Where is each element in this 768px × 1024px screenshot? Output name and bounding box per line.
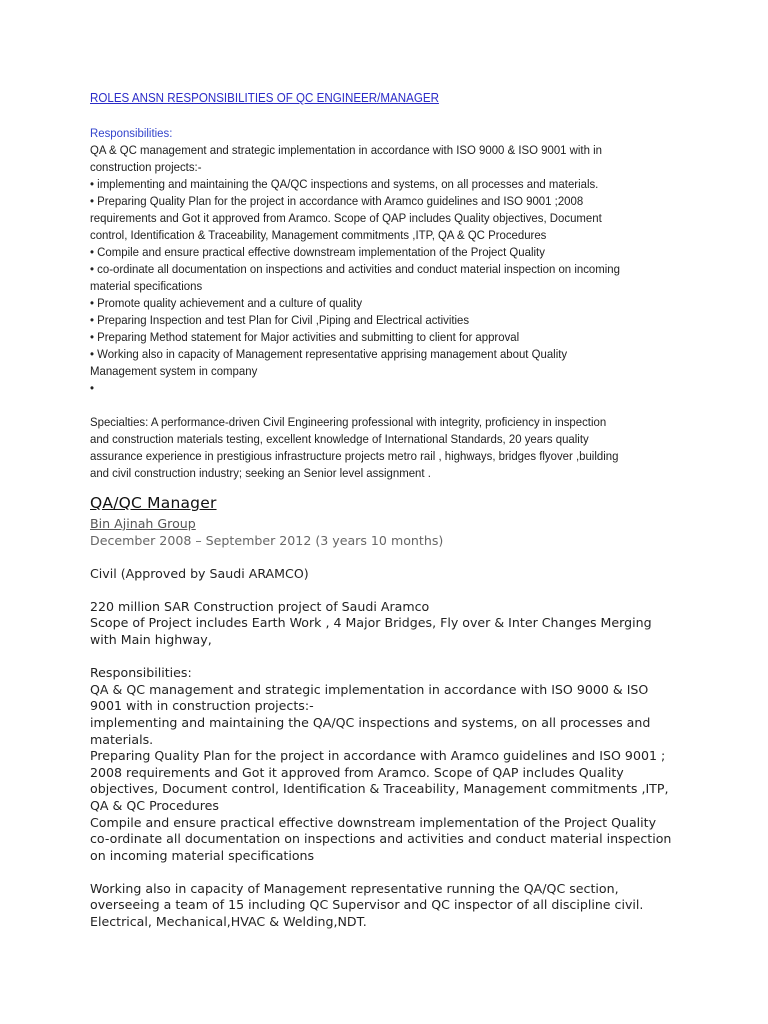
spacer bbox=[90, 864, 690, 881]
document-page bbox=[90, 90, 690, 930]
position-line: Civil (Approved by Saudi ARAMCO) bbox=[90, 565, 309, 581]
summary-line: QA & QC management and strategic implementation in accordance with ISO 9000 & ISO 9001 with in bbox=[90, 143, 602, 157]
project-line: with Main highway, bbox=[90, 631, 212, 647]
specialties-line: Specialties: A performance-driven Civil Engineering professional with integrity, proficiency in inspection bbox=[90, 415, 607, 429]
responsibility-line: Compile and ensure practical effective downstream implementation of the Project Quality bbox=[90, 814, 657, 830]
responsibility-line: materials. bbox=[90, 731, 154, 747]
spacer bbox=[90, 107, 690, 125]
summary-line: material specifications bbox=[90, 279, 203, 293]
responsibilities-label: Responsibilities: bbox=[90, 126, 173, 140]
summary-line: • Compile and ensure practical effective downstream implementation of the Project Quality bbox=[90, 245, 545, 259]
summary-line: • Preparing Quality Plan for the project in accordance with Aramco guidelines and ISO 9001 ;2008 bbox=[90, 194, 584, 208]
spacer bbox=[90, 549, 690, 566]
responsibility-line: Preparing Quality Plan for the project in accordance with Aramco guidelines and ISO 9001 ; bbox=[90, 748, 666, 764]
summary-section bbox=[90, 90, 690, 482]
employment-dates: December 2008 – September 2012 (3 years 10 months) bbox=[90, 533, 444, 548]
summary-line: • implementing and maintaining the QA/QC inspections and systems, on all processes and materials. bbox=[90, 177, 599, 191]
summary-line: • Preparing Inspection and test Plan for Civil ,Piping and Electrical activities bbox=[90, 313, 470, 327]
summary-line: • co-ordinate all documentation on inspections and activities and conduct material inspection on incoming bbox=[90, 262, 620, 276]
spacer bbox=[90, 582, 690, 599]
summary-line: control, Identification & Traceability, Management commitments ,ITP, QA & QC Procedures bbox=[90, 228, 547, 242]
spacer bbox=[90, 649, 690, 666]
closing-line: overseeing a team of 15 including QC Supervisor and QC inspector of all discipline civil. bbox=[90, 897, 644, 913]
responsibility-line: QA & QC Procedures bbox=[90, 797, 219, 813]
responsibility-line: QA & QC management and strategic implementation in accordance with ISO 9000 & ISO bbox=[90, 681, 649, 697]
summary-line: • Promote quality achievement and a culture of quality bbox=[90, 296, 363, 310]
closing-line: Working also in capacity of Management representative running the QA/QC section, bbox=[90, 880, 619, 896]
closing-line: Electrical, Mechanical,HVAC & Welding,NDT. bbox=[90, 914, 367, 930]
project-line: Scope of Project includes Earth Work , 4 Major Bridges, Fly over & Inter Changes Merging bbox=[90, 615, 652, 631]
specialties-line: and civil construction industry; seeking an Senior level assignment . bbox=[90, 466, 431, 480]
company-link[interactable]: Bin Ajinah Group bbox=[90, 516, 196, 531]
summary-line: • bbox=[90, 381, 94, 395]
responsibility-line: objectives, Document control, Identification & Traceability, Management commitments ,ITP, bbox=[90, 781, 669, 797]
responsibility-line: on incoming material specifications bbox=[90, 847, 315, 863]
responsibility-line: 2008 requirements and Got it approved from Aramco. Scope of QAP includes Quality bbox=[90, 764, 624, 780]
responsibility-line: Responsibilities: bbox=[90, 665, 192, 681]
job-title: QA/QC Manager bbox=[90, 494, 217, 512]
spacer bbox=[90, 397, 690, 414]
summary-line: requirements and Got it approved from Aramco. Scope of QAP includes Quality objectives, Document bbox=[90, 211, 602, 225]
heading-link[interactable]: ROLES ANSN RESPONSIBILITIES OF QC ENGINEER/MANAGER bbox=[90, 91, 439, 105]
responsibility-line: 9001 with in construction projects:- bbox=[90, 698, 314, 714]
project-line: 220 million SAR Construction project of Saudi Aramco bbox=[90, 598, 430, 614]
summary-line: • Preparing Method statement for Major activities and submitting to client for approval bbox=[90, 330, 520, 344]
summary-line: construction projects:- bbox=[90, 160, 202, 174]
specialties-line: assurance experience in prestigious infrastructure projects metro rail , highways, bridges flyover ,building bbox=[90, 449, 619, 463]
specialties-line: and construction materials testing, excellent knowledge of International Standards, 20 years quality bbox=[90, 432, 589, 446]
summary-line: Management system in company bbox=[90, 364, 258, 378]
summary-line: • Working also in capacity of Management representative apprising management about Quality bbox=[90, 347, 568, 361]
responsibility-line: co-ordinate all documentation on inspections and activities and conduct material inspection bbox=[90, 831, 672, 847]
position-section bbox=[90, 493, 690, 931]
responsibility-line: implementing and maintaining the QA/QC inspections and systems, on all processes and bbox=[90, 714, 651, 730]
